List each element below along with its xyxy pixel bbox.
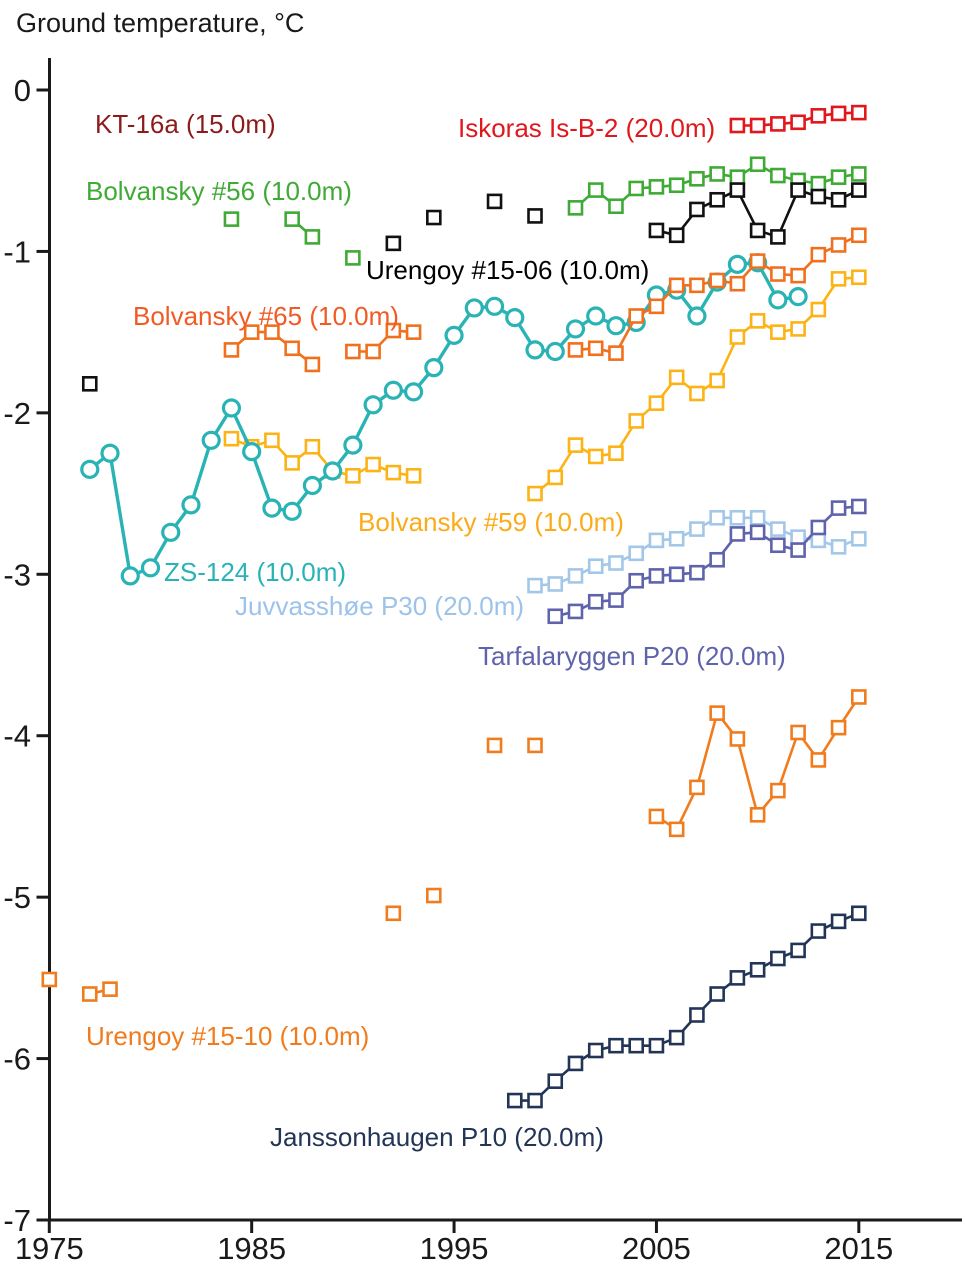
series-zs-124-marker (82, 461, 98, 477)
series-urengoy-15-10-marker (43, 973, 56, 986)
series-tarfalaryggen-p20-marker (812, 521, 825, 534)
series-bolvansky-56-marker (569, 201, 582, 214)
series-bolvansky-65-marker (670, 279, 683, 292)
series-bolvansky-59-marker (711, 374, 724, 387)
series-bolvansky-56-marker (751, 158, 764, 171)
series-bolvansky-59-marker (792, 322, 805, 335)
series-bolvansky-65-marker (609, 347, 622, 360)
series-juvvasshoe-p30-marker (792, 531, 805, 544)
series-zs-124-marker (365, 397, 381, 413)
series-bolvansky-56-marker (731, 171, 744, 184)
series-urengoy-15-06-marker (792, 184, 805, 197)
series-urengoy-15-06-marker (387, 237, 400, 250)
series-juvvasshoe-p30-marker (731, 511, 744, 524)
series-zs-124-marker (102, 445, 118, 461)
series-kt-16a-label: KT-16a (15.0m) (95, 109, 276, 139)
series-iskoras-is-b-2-marker (771, 117, 784, 130)
series-tarfalaryggen-p20-label: Tarfalaryggen P20 (20.0m) (478, 641, 786, 671)
series-zs-124-marker (385, 382, 401, 398)
series-bolvansky-59-marker (225, 432, 238, 445)
series-bolvansky-59-marker (832, 272, 845, 285)
series-bolvansky-56-marker (852, 167, 865, 180)
series-tarfalaryggen-p20-marker (751, 526, 764, 539)
series-tarfalaryggen-p20-marker (630, 574, 643, 587)
series-juvvasshoe-p30-marker (650, 534, 663, 547)
series-urengoy-15-10-marker (650, 810, 663, 823)
series-bolvansky-56-marker (286, 213, 299, 226)
series-bolvansky-59-marker (812, 303, 825, 316)
series-tarfalaryggen-p20-marker (609, 594, 622, 607)
series-bolvansky-59-marker (690, 387, 703, 400)
series-iskoras-is-b-2-marker (832, 107, 845, 120)
series-bolvansky-56-marker (225, 213, 238, 226)
series-tarfalaryggen-p20-marker (852, 500, 865, 513)
series-bolvansky-65-marker (630, 310, 643, 323)
series-janssonhaugen-p10-marker (529, 1094, 542, 1107)
series-bolvansky-65-marker (407, 326, 420, 339)
series-zs-124-marker (325, 463, 341, 479)
series-janssonhaugen-p10-marker (630, 1039, 643, 1052)
series-bolvansky-65-marker (792, 269, 805, 282)
series-zs-124-marker (223, 400, 239, 416)
y-tick-label--6: -6 (3, 1041, 31, 1077)
series-urengoy-15-06-marker (427, 211, 440, 224)
series-bolvansky-56-marker (346, 251, 359, 264)
x-tick-label-2005: 2005 (621, 1231, 691, 1264)
series-zs-124-marker (142, 560, 158, 576)
series-tarfalaryggen-p20-marker (731, 527, 744, 540)
series-urengoy-15-10-marker (711, 707, 724, 720)
series-bolvansky-56-marker (690, 172, 703, 185)
series-iskoras-is-b-2-marker (812, 109, 825, 122)
series-urengoy-15-10-marker (529, 739, 542, 752)
series-urengoy-15-06-marker (812, 190, 825, 203)
series-zs-124-marker (163, 524, 179, 540)
series-bolvansky-65-marker (346, 345, 359, 358)
series-bolvansky-59-marker (852, 271, 865, 284)
series-iskoras-is-b-2-marker (792, 116, 805, 129)
chart-title: Ground temperature, °C (16, 8, 305, 38)
series-bolvansky-56-marker (711, 167, 724, 180)
series-juvvasshoe-p30-marker (630, 547, 643, 560)
series-juvvasshoe-p30-marker (751, 511, 764, 524)
series-zs-124-marker (406, 384, 422, 400)
series-bolvansky-56-marker (771, 169, 784, 182)
series-bolvansky-65-line-1 (353, 331, 414, 352)
series-juvvasshoe-p30-marker (670, 532, 683, 545)
series-zs-124-marker (426, 360, 442, 376)
series-zs-124-label: ZS-124 (10.0m) (164, 557, 347, 587)
series-urengoy-15-10-marker (852, 690, 865, 703)
series-zs-124-marker (790, 289, 806, 305)
series-bolvansky-56-marker (650, 180, 663, 193)
series-janssonhaugen-p10-label: Janssonhaugen P10 (20.0m) (270, 1122, 604, 1152)
series-urengoy-15-06-marker (751, 224, 764, 237)
series-bolvansky-65-marker (306, 358, 319, 371)
series-tarfalaryggen-p20-marker (832, 502, 845, 515)
series-zs-124-marker (446, 327, 462, 343)
series-urengoy-15-06-marker (670, 229, 683, 242)
series-janssonhaugen-p10-line-0 (515, 913, 859, 1100)
series-bolvansky-65-marker (569, 343, 582, 356)
series-zs-124-marker (507, 310, 523, 326)
series-zs-124-marker (689, 308, 705, 324)
y-tick-label--7: -7 (3, 1203, 31, 1239)
series-urengoy-15-06-marker (852, 184, 865, 197)
series-iskoras-is-b-2-marker (731, 119, 744, 132)
series-zs-124-marker (567, 321, 583, 337)
series-tarfalaryggen-p20-marker (711, 553, 724, 566)
series-juvvasshoe-p30-label: Juvvasshøe P30 (20.0m) (235, 591, 525, 621)
series-bolvansky-59-marker (630, 414, 643, 427)
series-urengoy-15-10-marker (731, 732, 744, 745)
series-tarfalaryggen-p20-marker (589, 595, 602, 608)
series-bolvansky-59-marker (569, 439, 582, 452)
series-juvvasshoe-p30-marker (832, 540, 845, 553)
series-juvvasshoe-p30-marker (690, 523, 703, 536)
series-janssonhaugen-p10-marker (792, 944, 805, 957)
series-tarfalaryggen-p20-marker (670, 568, 683, 581)
series-janssonhaugen-p10-marker (731, 971, 744, 984)
series-bolvansky-65-marker (711, 274, 724, 287)
series-juvvasshoe-p30-marker (812, 534, 825, 547)
series-janssonhaugen-p10-marker (852, 907, 865, 920)
series-urengoy-15-06-marker (529, 209, 542, 222)
series-zs-124-marker (183, 497, 199, 513)
series-bolvansky-65-marker (832, 238, 845, 251)
series-bolvansky-59-marker (751, 314, 764, 327)
series-janssonhaugen-p10-marker (549, 1075, 562, 1088)
series-janssonhaugen-p10-marker (589, 1044, 602, 1057)
series-bolvansky-65-marker (589, 342, 602, 355)
series-janssonhaugen-p10-marker (690, 1008, 703, 1021)
series-bolvansky-59-marker (609, 447, 622, 460)
series-urengoy-15-06-marker (488, 195, 501, 208)
y-tick-label-0: 0 (13, 73, 31, 108)
series-tarfalaryggen-p20-marker (549, 610, 562, 623)
series-urengoy-15-06-marker (690, 203, 703, 216)
series-juvvasshoe-p30-marker (529, 579, 542, 592)
x-tick-label-1975: 1975 (14, 1231, 84, 1264)
series-janssonhaugen-p10-marker (508, 1094, 521, 1107)
series-urengoy-15-06-marker (731, 184, 744, 197)
series-bolvansky-56-marker (670, 179, 683, 192)
series-janssonhaugen-p10-marker (650, 1039, 663, 1052)
series-bolvansky-56-marker (812, 177, 825, 190)
series-zs-124-marker (284, 503, 300, 519)
series-urengoy-15-10 (43, 690, 866, 1000)
y-tick-label--3: -3 (3, 557, 31, 593)
series-urengoy-15-10-marker (488, 739, 501, 752)
series-bolvansky-56-label: Bolvansky #56 (10.0m) (86, 176, 352, 206)
series-bolvansky-59-marker (589, 450, 602, 463)
series-urengoy-15-10-marker (387, 907, 400, 920)
series-urengoy-15-10-marker (792, 726, 805, 739)
series-bolvansky-65-marker (852, 229, 865, 242)
series-zs-124-marker (547, 344, 563, 360)
series-bolvansky-65-marker (690, 279, 703, 292)
series-juvvasshoe-p30-marker (771, 523, 784, 536)
series-tarfalaryggen-p20-marker (690, 566, 703, 579)
series-tarfalaryggen-p20-marker (771, 539, 784, 552)
series-urengoy-15-10-marker (104, 983, 117, 996)
series-urengoy-15-06-marker (711, 193, 724, 206)
x-tick-label-1985: 1985 (217, 1231, 287, 1264)
y-tick-label--1: -1 (3, 234, 31, 270)
series-bolvansky-59-marker (346, 469, 359, 482)
series-urengoy-15-10-marker (832, 721, 845, 734)
series-juvvasshoe-p30-marker (569, 569, 582, 582)
series-zs-124-marker (770, 292, 786, 308)
series-janssonhaugen-p10-marker (771, 952, 784, 965)
series-janssonhaugen-p10-marker (609, 1039, 622, 1052)
series-bolvansky-65-marker (771, 268, 784, 281)
series-bolvansky-56-marker (306, 230, 319, 243)
series-zs-124-marker (304, 478, 320, 494)
series-zs-124-marker (527, 342, 543, 358)
series-bolvansky-59-label: Bolvansky #59 (10.0m) (358, 507, 624, 537)
series-zs-124-marker (608, 318, 624, 334)
series-urengoy-15-10-marker (812, 753, 825, 766)
series-bolvansky-65-marker (650, 300, 663, 313)
series-juvvasshoe-p30-marker (609, 556, 622, 569)
series-janssonhaugen-p10-marker (670, 1031, 683, 1044)
series-bolvansky-56-marker (630, 182, 643, 195)
series-urengoy-15-06-marker (650, 224, 663, 237)
series-juvvasshoe-p30-marker (589, 560, 602, 573)
series-juvvasshoe-p30-marker (711, 511, 724, 524)
y-tick-label--4: -4 (3, 718, 31, 754)
labels-layer (86, 109, 786, 1152)
y-tick-label--5: -5 (3, 880, 31, 916)
series-bolvansky-59-marker (407, 469, 420, 482)
series-urengoy-15-10-marker (427, 889, 440, 902)
series-zs-124-marker (487, 298, 503, 314)
series-bolvansky-59-marker (306, 440, 319, 453)
series-bolvansky-59-marker (529, 487, 542, 500)
series-urengoy-15-10-marker (670, 823, 683, 836)
series-bolvansky-65-marker (225, 343, 238, 356)
series-bolvansky-59-marker (731, 330, 744, 343)
series-janssonhaugen-p10 (508, 907, 865, 1107)
series-janssonhaugen-p10-marker (751, 963, 764, 976)
series-juvvasshoe-p30-marker (852, 532, 865, 545)
series-bolvansky-65-label: Bolvansky #65 (10.0m) (133, 301, 399, 331)
series-bolvansky-56 (225, 158, 865, 265)
series-janssonhaugen-p10-marker (812, 925, 825, 938)
series-zs-124-marker (588, 308, 604, 324)
series-urengoy-15-06 (83, 184, 865, 391)
x-tick-label-2015: 2015 (824, 1231, 894, 1264)
series-zs-124-marker (466, 300, 482, 316)
series-iskoras-is-b-2-label: Iskoras Is-B-2 (20.0m) (458, 113, 716, 143)
series-urengoy-15-10-marker (771, 784, 784, 797)
y-tick-label--2: -2 (3, 395, 31, 431)
series-urengoy-15-10-marker (83, 988, 96, 1001)
series-bolvansky-65-marker (286, 342, 299, 355)
series-urengoy-15-06-marker (83, 377, 96, 390)
series-iskoras-is-b-2 (731, 106, 865, 132)
series-bolvansky-59-marker (265, 434, 278, 447)
series-bolvansky-65-marker (731, 277, 744, 290)
series-bolvansky-59-marker (387, 466, 400, 479)
series-bolvansky-65-marker (367, 345, 380, 358)
series-zs-124-marker (729, 256, 745, 272)
series-zs-124-marker (244, 444, 260, 460)
x-tick-label-1995: 1995 (419, 1231, 489, 1264)
series-iskoras-is-b-2-marker (751, 119, 764, 132)
series-bolvansky-65-marker (812, 248, 825, 261)
series-bolvansky-59-marker (286, 456, 299, 469)
series-bolvansky-65-marker (751, 255, 764, 268)
series-urengoy-15-06-marker (771, 230, 784, 243)
series-iskoras-is-b-2-marker (852, 106, 865, 119)
series-urengoy-15-06-marker (832, 193, 845, 206)
series-bolvansky-59-marker (650, 397, 663, 410)
series-bolvansky-59-marker (549, 471, 562, 484)
series-bolvansky-56-marker (589, 184, 602, 197)
series-tarfalaryggen-p20-marker (569, 605, 582, 618)
series-tarfalaryggen-p20-marker (650, 569, 663, 582)
series-zs-124-marker (345, 437, 361, 453)
series-bolvansky-56-marker (609, 200, 622, 213)
series-janssonhaugen-p10-marker (832, 915, 845, 928)
series-janssonhaugen-p10-marker (569, 1057, 582, 1070)
series-zs-124-marker (122, 568, 138, 584)
series-urengoy-15-06-label: Urengoy #15-06 (10.0m) (366, 255, 650, 285)
series-urengoy-15-10-label: Urengoy #15-10 (10.0m) (86, 1021, 370, 1051)
series-bolvansky-59-marker (367, 458, 380, 471)
series-zs-124-marker (203, 432, 219, 448)
series-janssonhaugen-p10-marker (711, 988, 724, 1001)
series-juvvasshoe-p30-marker (549, 577, 562, 590)
series-urengoy-15-10-marker (751, 808, 764, 821)
series-urengoy-15-10-marker (690, 781, 703, 794)
series-bolvansky-59-marker (670, 371, 683, 384)
series-bolvansky-59-marker (771, 326, 784, 339)
series-zs-124-marker (264, 500, 280, 516)
series-bolvansky-56-marker (832, 171, 845, 184)
series-tarfalaryggen-p20-marker (792, 544, 805, 557)
